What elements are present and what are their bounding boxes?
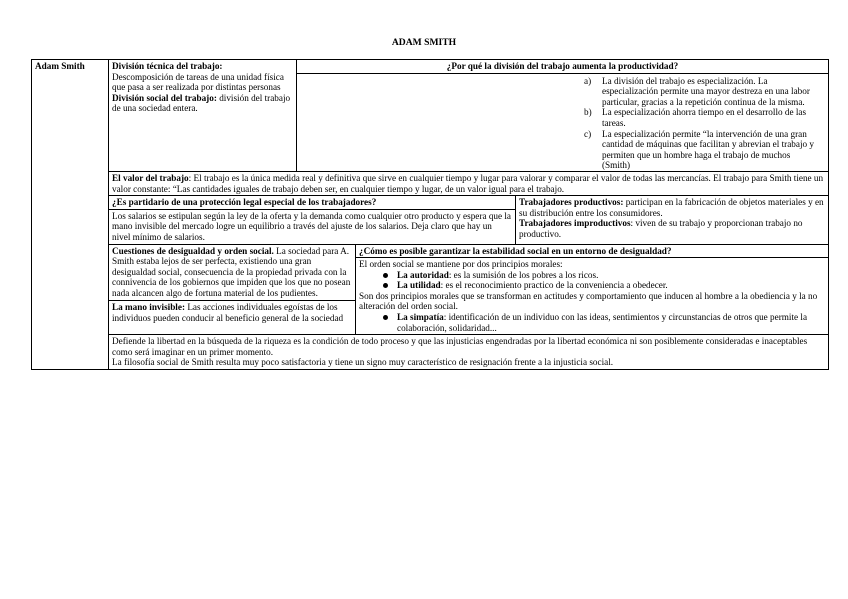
division-social-heading: División social del trabajo: bbox=[112, 92, 217, 103]
mano-invisible-heading: La mano invisible: bbox=[112, 302, 186, 313]
table-row bbox=[32, 244, 829, 335]
conclusion-line-2: La filosofía social de Smith resulta muy poco satisfactoria y tiene un signo muy característico de resignación frente a la injusticia social. bbox=[112, 357, 614, 368]
improductivos-text: : viven de su trabajo y proporcionan trabajo no productivo. bbox=[519, 218, 803, 239]
table-row bbox=[32, 196, 829, 244]
list-item: a) La división del trabajo es especialización. La especialización permite una mayor destreza en una labor particular, gracias a la repetición continua de la misma. bbox=[584, 75, 810, 107]
proteccion-cell bbox=[109, 196, 516, 244]
estabilidad-cell bbox=[356, 244, 829, 335]
page-title: ADAM SMITH bbox=[391, 37, 457, 48]
productividad-cell bbox=[297, 60, 829, 172]
table-row bbox=[32, 60, 829, 172]
desigualdad-cell bbox=[109, 244, 356, 335]
author-cell: Adam Smith bbox=[32, 60, 109, 370]
conclusion-line-1: Defiende la libertad en la búsqueda de la riqueza es la condición de todo proceso y que las injusticias engendradas por la libertad económica ni son posiblemente consideradas e inaceptables como será imaginar en un primer momento. bbox=[112, 336, 808, 357]
conclusion-cell bbox=[109, 335, 829, 370]
estabilidad-middle: Son dos principios morales que se transforman en actitudes y comportamiento que inducen al hombre a la obediencia y la no alteración del orden social. bbox=[359, 290, 818, 312]
table-row bbox=[32, 335, 829, 370]
estabilidad-intro: El orden social se mantiene por dos principios morales: bbox=[359, 259, 563, 270]
valor-cell bbox=[109, 171, 829, 195]
proteccion-question: ¿Es partidario de una protección legal especial de los trabajadores? bbox=[109, 196, 515, 210]
list-item: La utilidad: es el reconocimiento practico de la conveniencia a obedecer. bbox=[397, 280, 825, 291]
trabajadores-cell bbox=[516, 196, 829, 244]
mano-invisible-text: Las acciones individuales egoístas de los individuos pueden conducir al beneficio general de la sociedad bbox=[112, 302, 344, 324]
bullet-icon bbox=[383, 315, 388, 320]
division-tecnica-heading: División técnica del trabajo: bbox=[112, 61, 223, 71]
valor-heading: El valor del trabajo bbox=[112, 172, 189, 183]
bullet-icon bbox=[383, 283, 388, 288]
valor-text: : El trabajo es la única medida real y definitiva que sirve en cualquier tiempo y lugar para valorar y comparar el valor de todas las mercancías. El trabajo para Smith tiene un valor constante: “Las cantidades iguales de trabajo deben ser, en cualquier tiempo y lugar, de un valor igual para el trabajo. bbox=[112, 172, 824, 194]
bullet-icon bbox=[383, 273, 388, 278]
list-item: c) La especialización permite “la intervención de una gran cantidad de máquinas que facilitan y abrevian el trabajo y permiten que un hombre haga el trabajo de muchos (Smith) bbox=[584, 128, 814, 171]
proteccion-text: Los salarios se estipulan según la ley de la oferta y la demanda como cualquier otro producto y espera que la mano invisible del mercado logre un equilibrio a través del ajuste de los salarios. Deja claro que hay un nivel mínimo de salarios. bbox=[112, 210, 512, 242]
productividad-list bbox=[297, 74, 828, 171]
principios-list bbox=[359, 270, 825, 291]
improductivos-heading: Trabajadores improductivos bbox=[519, 218, 631, 229]
division-social-text: división del trabajo de una sociedad entera. bbox=[112, 92, 291, 114]
productividad-question: ¿Por qué la división del trabajo aumenta la productividad? bbox=[297, 60, 828, 74]
desigualdad-heading: Cuestiones de desigualdad y orden social. bbox=[112, 245, 274, 256]
simpatia-list bbox=[359, 312, 825, 333]
list-item: b) La especialización ahorra tiempo en el desarrollo de las tareas. bbox=[584, 107, 807, 128]
list-item: La simpatía: identificación de un individuo con las ideas, sentimientos y circunstancias de otros que permite la colaboración, solidaridad... bbox=[397, 312, 825, 333]
table-row bbox=[32, 171, 829, 195]
summary-table bbox=[31, 59, 829, 370]
desigualdad-text: La sociedad para A. Smith estaba lejos de ser perfecta, existiendo una gran desigualdad social, consecuencia de la propiedad privada con la connivencia de los gobiernos que impiden que los que no posean nada alcancen algo de fortuna material de los pudientes. bbox=[112, 245, 351, 298]
productivos-text: participan en la fabricación de objetos materiales y en su distribución entre los consumidores. bbox=[519, 197, 824, 218]
productivos-heading: Trabajadores productivos: bbox=[519, 197, 624, 208]
division-cell bbox=[109, 60, 297, 172]
estabilidad-question: ¿Cómo es posible garantizar la estabilidad social en un entorno de desigualdad? bbox=[356, 245, 828, 259]
list-item: La autoridad: es la sumisión de los pobres a los ricos. bbox=[397, 270, 825, 281]
division-tecnica-text: Descomposición de tareas de una unidad física que pasa a ser realizada por distintas personas bbox=[112, 71, 284, 93]
